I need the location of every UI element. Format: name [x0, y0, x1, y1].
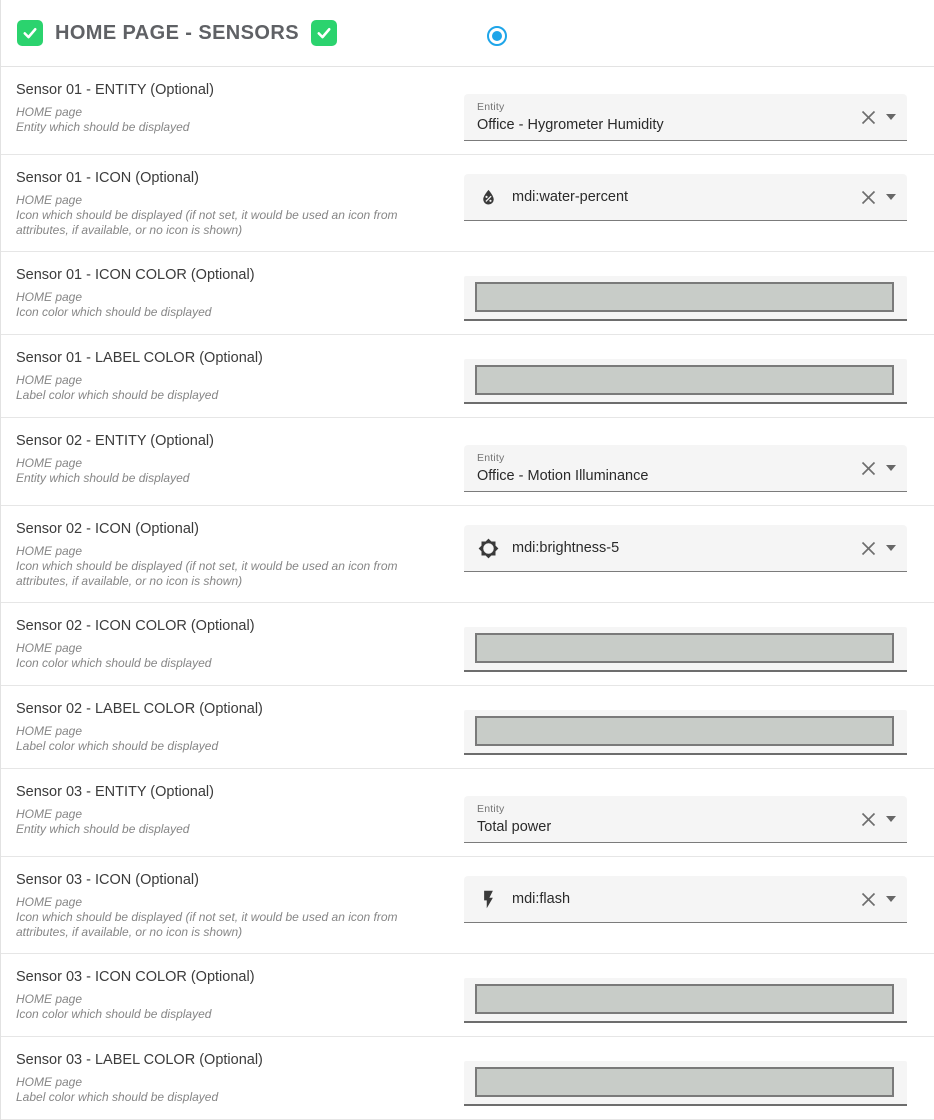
settings-row-sensor02-entity: [1, 418, 934, 506]
setting-description: Entity which should be displayed: [16, 120, 190, 134]
setting-title: Sensor 03 - ICON COLOR (Optional): [16, 969, 255, 985]
setting-description: Entity which should be displayed: [16, 471, 190, 485]
clear-icon[interactable]: [860, 109, 877, 126]
setting-description: Icon color which should be displayed: [16, 305, 212, 319]
color-swatch[interactable]: [475, 984, 894, 1014]
entity-select[interactable]: [464, 796, 907, 843]
setting-info: [16, 168, 464, 238]
green-checkmark-icon: [17, 20, 43, 46]
setting-description: Entity which should be displayed: [16, 822, 190, 836]
settings-row-sensor02-icon-color: [1, 603, 934, 686]
setting-title: Sensor 02 - ICON COLOR (Optional): [16, 618, 255, 634]
setting-page: HOME page: [16, 724, 83, 738]
field-value: Office - Motion Illuminance: [477, 468, 649, 484]
settings-row-sensor01-label-color: [1, 335, 934, 418]
setting-info: [16, 265, 464, 321]
setting-page: HOME page: [16, 641, 83, 655]
field-value: Office - Hygrometer Humidity: [477, 117, 664, 133]
entity-select[interactable]: [464, 445, 907, 492]
clear-icon[interactable]: [860, 891, 877, 908]
clear-icon[interactable]: [860, 811, 877, 828]
setting-info: [16, 870, 464, 940]
icon-select[interactable]: [464, 525, 907, 572]
field-value: mdi:brightness-5: [512, 540, 620, 556]
setting-info: [16, 519, 464, 589]
setting-title: Sensor 02 - ENTITY (Optional): [16, 433, 214, 449]
field-label: Entity: [477, 101, 505, 113]
setting-title: Sensor 03 - LABEL COLOR (Optional): [16, 1052, 263, 1068]
setting-title: Sensor 01 - ICON COLOR (Optional): [16, 267, 255, 283]
setting-description: Label color which should be displayed: [16, 1090, 219, 1104]
green-checkmark-icon: [311, 20, 337, 46]
color-swatch[interactable]: [475, 633, 894, 663]
setting-info: [16, 1050, 464, 1106]
color-input[interactable]: [464, 978, 907, 1023]
setting-description: Label color which should be displayed: [16, 739, 219, 753]
dropdown-arrow-icon[interactable]: [886, 194, 896, 200]
field-label: Entity: [477, 803, 505, 815]
color-input[interactable]: [464, 359, 907, 404]
setting-title: Sensor 02 - LABEL COLOR (Optional): [16, 701, 263, 717]
setting-page: HOME page: [16, 373, 83, 387]
setting-info: [16, 782, 464, 843]
dropdown-arrow-icon[interactable]: [886, 545, 896, 551]
setting-page: HOME page: [16, 895, 83, 909]
field-value: Total power: [477, 819, 552, 835]
settings-row-sensor03-entity: [1, 769, 934, 857]
radio-dot: [492, 31, 502, 41]
section-header: [1, 0, 934, 67]
setting-description: Label color which should be displayed: [16, 388, 219, 402]
entity-select[interactable]: [464, 94, 907, 141]
setting-page: HOME page: [16, 807, 83, 821]
settings-row-sensor03-icon: [1, 857, 934, 954]
clear-icon[interactable]: [860, 460, 877, 477]
setting-page: HOME page: [16, 290, 83, 304]
dropdown-arrow-icon[interactable]: [886, 816, 896, 822]
setting-description: Icon color which should be displayed: [16, 1007, 212, 1021]
field-label: Entity: [477, 452, 505, 464]
setting-description: Icon which should be displayed (if not set, it would be used an icon from attributes, if available, or no icon is shown): [16, 910, 398, 939]
water-percent-icon: [478, 187, 499, 208]
color-input[interactable]: [464, 710, 907, 755]
color-input[interactable]: [464, 627, 907, 672]
settings-row-sensor02-label-color: [1, 686, 934, 769]
setting-title: Sensor 02 - ICON (Optional): [16, 521, 199, 537]
color-input[interactable]: [464, 276, 907, 321]
clear-icon[interactable]: [860, 540, 877, 557]
setting-page: HOME page: [16, 456, 83, 470]
setting-page: HOME page: [16, 544, 83, 558]
setting-info: [16, 699, 464, 755]
settings-row-sensor01-entity: [1, 67, 934, 155]
brightness-5-icon: [478, 538, 499, 559]
radio-selected-icon[interactable]: [487, 26, 507, 46]
color-swatch[interactable]: [475, 282, 894, 312]
settings-row-sensor03-icon-color: [1, 954, 934, 1037]
setting-description: Icon which should be displayed (if not set, it would be used an icon from attributes, if available, or no icon is shown): [16, 208, 398, 237]
settings-row-sensor02-icon: [1, 506, 934, 603]
setting-info: [16, 80, 464, 141]
setting-description: Icon which should be displayed (if not set, it would be used an icon from attributes, if available, or no icon is shown): [16, 559, 398, 588]
color-swatch[interactable]: [475, 365, 894, 395]
setting-page: HOME page: [16, 992, 83, 1006]
setting-title: Sensor 01 - LABEL COLOR (Optional): [16, 350, 263, 366]
settings-row-sensor01-icon: [1, 155, 934, 252]
field-value: mdi:flash: [512, 891, 571, 907]
setting-title: Sensor 03 - ENTITY (Optional): [16, 784, 214, 800]
page-title: HOME PAGE - SENSORS: [55, 21, 299, 44]
setting-title: Sensor 01 - ENTITY (Optional): [16, 82, 214, 98]
clear-icon[interactable]: [860, 189, 877, 206]
flash-icon: [478, 889, 499, 910]
icon-select[interactable]: [464, 876, 907, 923]
setting-info: [16, 348, 464, 404]
field-value: mdi:water-percent: [512, 189, 629, 205]
icon-select[interactable]: [464, 174, 907, 221]
color-swatch[interactable]: [475, 1067, 894, 1097]
setting-page: HOME page: [16, 105, 83, 119]
setting-info: [16, 967, 464, 1023]
color-swatch[interactable]: [475, 716, 894, 746]
setting-page: HOME page: [16, 193, 83, 207]
setting-info: [16, 431, 464, 492]
dropdown-arrow-icon[interactable]: [886, 465, 896, 471]
settings-row-sensor03-label-color: [1, 1037, 934, 1120]
setting-info: [16, 616, 464, 672]
setting-page: HOME page: [16, 1075, 83, 1089]
color-input[interactable]: [464, 1061, 907, 1106]
settings-row-sensor01-icon-color: [1, 252, 934, 335]
dropdown-arrow-icon[interactable]: [886, 114, 896, 120]
dropdown-arrow-icon[interactable]: [886, 896, 896, 902]
setting-title: Sensor 03 - ICON (Optional): [16, 872, 199, 888]
setting-description: Icon color which should be displayed: [16, 656, 212, 670]
setting-title: Sensor 01 - ICON (Optional): [16, 170, 199, 186]
